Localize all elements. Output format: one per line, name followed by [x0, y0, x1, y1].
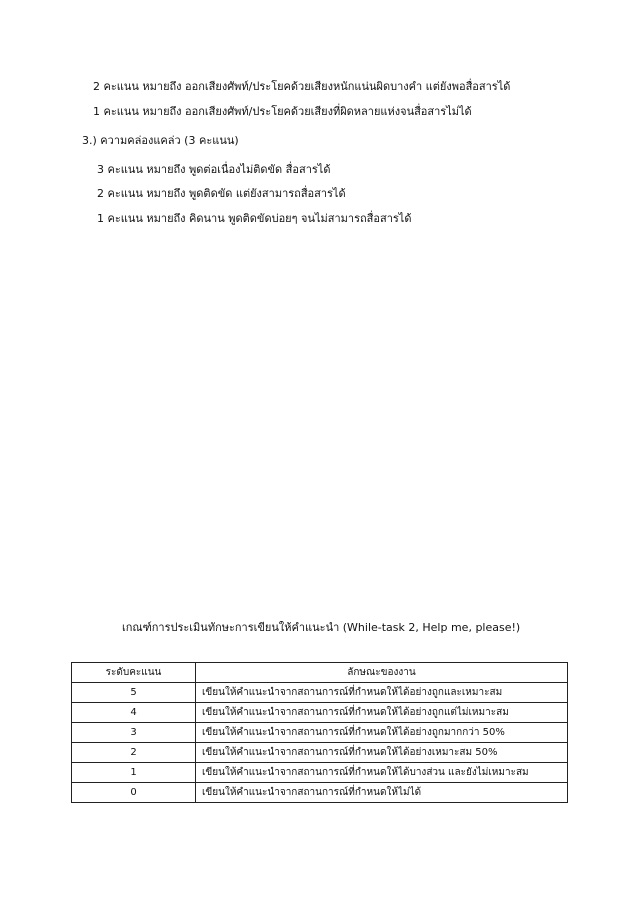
row-description: เขียนให้คำแนะนำจากสถานการณ์ที่กำหนดให้ไม่ได้: [196, 783, 568, 803]
criteria-line-fluency-2: 2 คะแนน หมายถึง พูดติดขัด แต่ยังสามารถสื่อสารได้: [97, 187, 346, 200]
row-description: เขียนให้คำแนะนำจากสถานการณ์ที่กำหนดให้ได้อย่างเหมาะสม 50%: [196, 743, 568, 763]
table-row: [72, 743, 568, 763]
header-level: ระดับคะแนน: [72, 663, 196, 683]
criteria-line-fluency-3: 3 คะแนน หมายถึง พูดต่อเนื่องไม่ติดขัด สื่อสารได้: [97, 163, 331, 176]
table-row: [72, 783, 568, 803]
header-description: ลักษณะของงาน: [196, 663, 568, 683]
row-level: 1: [72, 763, 196, 783]
row-level: 2: [72, 743, 196, 763]
row-description: เขียนให้คำแนะนำจากสถานการณ์ที่กำหนดให้ได้อย่างถูกมากกว่า 50%: [196, 723, 568, 743]
table-row: [72, 683, 568, 703]
criteria-line-fluency-1: 1 คะแนน หมายถึง คิดนาน พูดติดขัดบ่อยๆ จนไม่สามารถสื่อสารได้: [97, 212, 412, 225]
table-header-row: [72, 663, 568, 683]
rubric-title: เกณฑ์การประเมินทักษะการเขียนให้คำแนะนำ (While-task 2, Help me, please!): [122, 621, 521, 634]
row-level: 5: [72, 683, 196, 703]
table-row: [72, 763, 568, 783]
row-level: 4: [72, 703, 196, 723]
rubric-table: [71, 662, 568, 803]
criteria-line-pronunciation-1: 1 คะแนน หมายถึง ออกเสียงศัพท์/ประโยคด้วยเสียงที่ผิดหลายแห่งจนสื่อสารไม่ได้: [93, 105, 472, 118]
row-level: 0: [72, 783, 196, 803]
row-description: เขียนให้คำแนะนำจากสถานการณ์ที่กำหนดให้ได้อย่างถูกและเหมาะสม: [196, 683, 568, 703]
row-description: เขียนให้คำแนะนำจากสถานการณ์ที่กำหนดให้ได้อย่างถูกแต่ไม่เหมาะสม: [196, 703, 568, 723]
table-row: [72, 703, 568, 723]
criteria-heading-fluency: 3.) ความคล่องแคล่ว (3 คะแนน): [82, 134, 239, 147]
row-level: 3: [72, 723, 196, 743]
table-row: [72, 723, 568, 743]
row-description: เขียนให้คำแนะนำจากสถานการณ์ที่กำหนดให้ได้บางส่วน และยังไม่เหมาะสม: [196, 763, 568, 783]
criteria-line-pronunciation-2: 2 คะแนน หมายถึง ออกเสียงศัพท์/ประโยคด้วยเสียงหนักแน่นผิดบางคำ แต่ยังพอสื่อสารได้: [93, 80, 511, 93]
